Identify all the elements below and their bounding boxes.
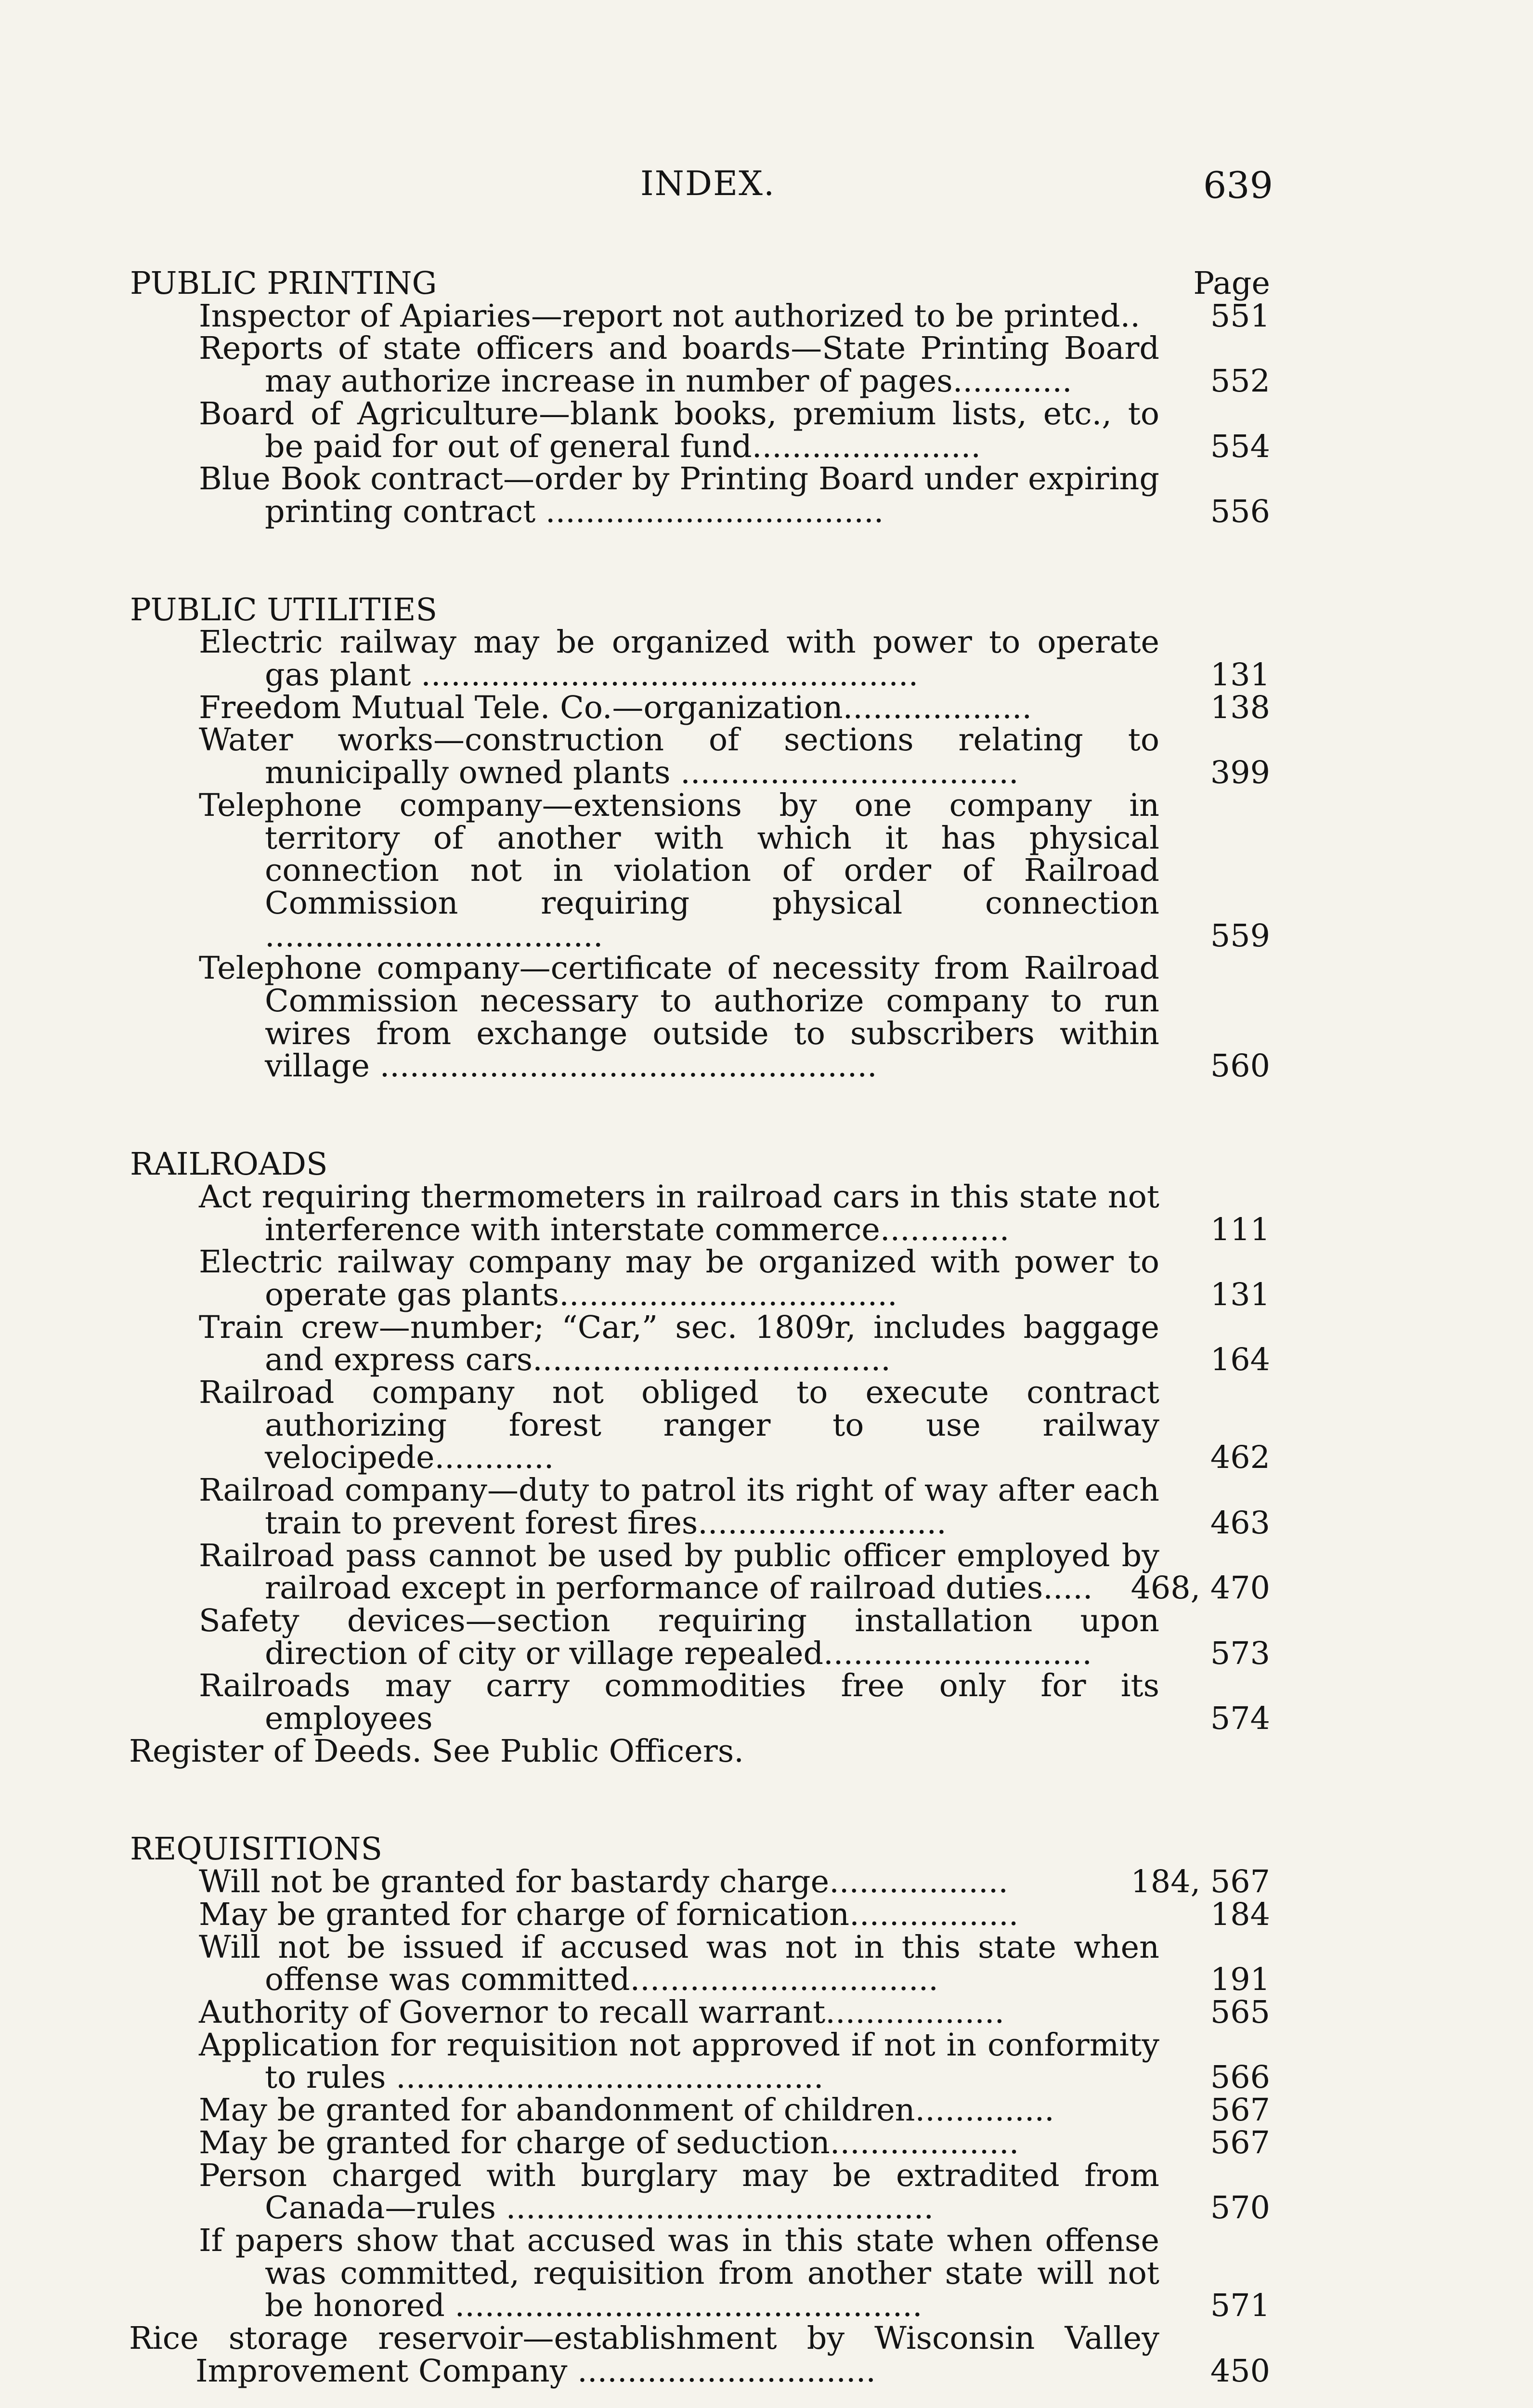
index-entry: [129, 1670, 1270, 1735]
page-reference: 567: [1210, 2092, 1270, 2129]
cross-reference-text: Register of Deeds. See Public Officers.: [129, 1733, 744, 1769]
section-heading: [129, 267, 1270, 300]
entry-text: Electric railway company may be organized with power to operate gas plants..................................: [199, 1244, 1159, 1313]
entry-text: Blue Book contract—order by Printing Board under expiring printing contract ..................................: [199, 461, 1159, 530]
page-reference: 164: [1210, 1342, 1270, 1378]
index-entry: [129, 689, 1270, 726]
index-entry: [129, 2094, 1270, 2127]
entry-text: Authority of Governor to recall warrant..................: [199, 1994, 1005, 2030]
page-reference: 184, 567: [1130, 1864, 1270, 1900]
index-entry: [129, 1474, 1270, 1539]
page-reference: 450: [1210, 2353, 1270, 2389]
index-entry: [129, 1376, 1270, 1474]
index-entry: [129, 1311, 1270, 1376]
entry-text: Electric railway may be organized with power to operate gas plant ..................................................: [199, 624, 1159, 693]
section-title: PUBLIC PRINTING: [130, 265, 437, 301]
entry-text: If papers show that accused was in this state when offense was committed, requisition from another state will not be honored ...............................................: [199, 2222, 1159, 2324]
entry-text: Safety devices—section requiring installation upon direction of city or village repealed...........................: [199, 1602, 1159, 1672]
entry-text: Rice storage reservoir—establishment by Wisconsin Valley Improvement Company ..............................: [129, 2320, 1159, 2389]
entry-text: Reports of state officers and boards—State Printing Board may authorize increase in number of pages............: [199, 330, 1159, 400]
entry-text: May be granted for charge of fornication.................: [199, 1896, 1019, 1933]
index-entry: [129, 789, 1270, 953]
section-public-printing: [129, 267, 1270, 528]
index-entry: [129, 1931, 1270, 1996]
entry-text: Application for requisition not approved if not in conformity to rules ...........................................: [199, 2027, 1159, 2096]
page-number: 639: [1203, 164, 1273, 207]
index-entry: [129, 463, 1270, 528]
index-entry: [129, 1898, 1270, 1931]
section-requisitions: [129, 1833, 1270, 2387]
section-heading: [129, 591, 1270, 628]
section-title: REQUISITIONS: [130, 1831, 383, 1868]
page-reference: 191: [1210, 1962, 1270, 1998]
page-reference: 574: [1210, 1701, 1270, 1737]
page-reference: 560: [1210, 1048, 1270, 1085]
page-reference: 399: [1210, 755, 1270, 791]
page-reference: 184: [1210, 1896, 1270, 1933]
entry-text: Railroad pass cannot be used by public officer employed by railroad except in performance of railroad duties.....: [199, 1537, 1159, 1607]
entry-text: Will not be granted for bastardy charge..................: [199, 1864, 1009, 1900]
page-reference: 566: [1210, 2059, 1270, 2096]
section-heading: [129, 1833, 1270, 1866]
entry-text: Railroad company—duty to patrol its right of way after each train to prevent forest fires.........................: [199, 1472, 1159, 1541]
page-reference: 567: [1210, 2124, 1270, 2161]
index-entry: [129, 2029, 1270, 2094]
cross-reference-entry: [129, 1735, 1270, 1768]
index-entry: [129, 2124, 1270, 2161]
entry-text: Person charged with burglary may be extradited from Canada—rules ...........................................: [199, 2157, 1159, 2226]
page-reference: 468, 470: [1130, 1570, 1270, 1607]
page-reference: 138: [1210, 689, 1270, 726]
page-reference: 570: [1210, 2190, 1270, 2226]
index-entry: [129, 2159, 1270, 2225]
page-reference: 554: [1210, 428, 1270, 465]
page-reference: 573: [1210, 1635, 1270, 1672]
page-reference: 131: [1210, 1276, 1270, 1313]
section-heading: [129, 1148, 1270, 1181]
entry-text: Act requiring thermometers in railroad cars in this state not interference with interstate commerce.............: [199, 1178, 1159, 1248]
index-entry: [129, 1537, 1270, 1607]
index-entry: [129, 300, 1270, 333]
page-reference: 565: [1210, 1994, 1270, 2030]
page-reference: 571: [1210, 2288, 1270, 2324]
entry-text: May be granted for charge of seduction...................: [199, 2124, 1019, 2161]
page-reference: 556: [1210, 493, 1270, 530]
entry-text: Will not be issued if accused was not in this state when offense was committed...............................: [199, 1929, 1159, 1998]
running-head: [0, 164, 1533, 207]
index-entry: [129, 2222, 1270, 2324]
index-entry: [129, 1246, 1270, 1311]
index-entry: [129, 1866, 1270, 1898]
entry-text: Freedom Mutual Tele. Co.—organization...................: [199, 689, 1032, 726]
index-entry: [129, 330, 1270, 400]
index-entry: [129, 2322, 1270, 2387]
index-entry: [129, 724, 1270, 789]
entry-text: Telephone company—certificate of necessity from Railroad Commission necessary to authorize company to run wires from exchange outside to subscribers within village ..................................................: [199, 950, 1159, 1085]
section-railroads: [129, 1148, 1270, 1767]
page-reference: 462: [1210, 1440, 1270, 1476]
page-reference: 131: [1210, 657, 1270, 693]
entry-text: Water works—construction of sections relating to municipally owned plants ..................................: [199, 722, 1159, 791]
index-content: [129, 267, 1270, 2387]
section-title: PUBLIC UTILITIES: [130, 591, 438, 628]
page-reference: 551: [1210, 298, 1270, 334]
section-public-utilities: [129, 591, 1270, 1085]
index-entry: [129, 395, 1270, 465]
index-entry: [129, 626, 1270, 691]
entry-text: May be granted for abandonment of children..............: [199, 2092, 1054, 2129]
entry-text: Inspector of Apiaries—report not authorized to be printed..: [199, 298, 1140, 334]
entry-text: Railroad company not obliged to execute contract authorizing forest ranger to use railway velocipede............: [199, 1374, 1159, 1476]
page-reference: 552: [1210, 363, 1270, 400]
page-column-label: Page: [1193, 265, 1270, 301]
page-reference: 463: [1210, 1505, 1270, 1541]
entry-text: Telephone company—extensions by one company in territory of another with which it has physical connection not in violation of order of Railroad Commission requiring physical connection ..................................: [199, 787, 1159, 954]
index-entry: [129, 1178, 1270, 1248]
section-title: RAILROADS: [130, 1146, 328, 1183]
entry-text: Board of Agriculture—blank books, premium lists, etc., to be paid for out of general fund.......................: [199, 395, 1159, 465]
index-entry: [129, 1602, 1270, 1672]
page-reference: 111: [1210, 1211, 1270, 1248]
index-entry: [129, 1996, 1270, 2029]
entry-text: Railroads may carry commodities free only for its employees: [199, 1668, 1159, 1737]
entry-text: Train crew—number; “Car,” sec. 1809r, includes baggage and express cars....................................: [199, 1309, 1159, 1378]
page-reference: 559: [1210, 917, 1270, 954]
running-title: INDEX.: [640, 164, 776, 203]
index-entry: [129, 952, 1270, 1083]
